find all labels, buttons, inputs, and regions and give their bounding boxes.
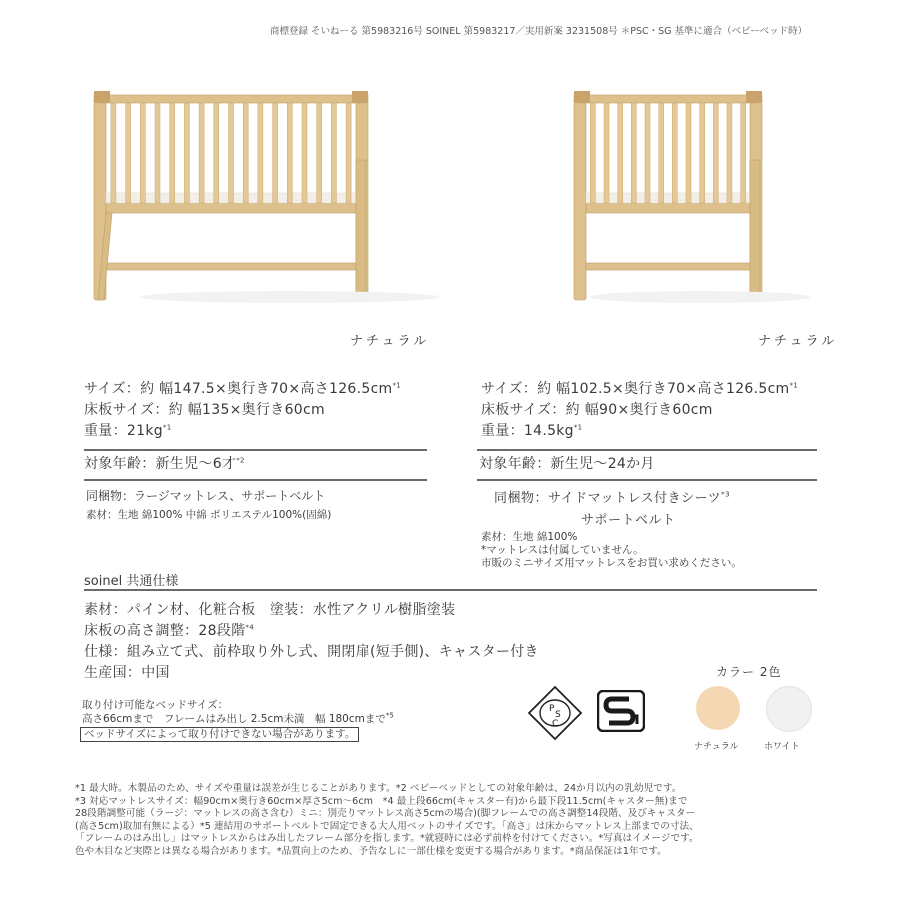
- color-swatch-natural[interactable]: [696, 686, 740, 730]
- sg-mark-icon: [597, 690, 645, 732]
- common-spec-list: [84, 600, 539, 684]
- footnote-line: *1 最大時。木製品のため、サイズや重量は誤差が生じることがあります。*2 ベビーベッドとしての対象年齢は、24か月以内の乳幼児です。: [75, 783, 682, 794]
- right-material: 素材：生地 綿100% *マットレスは付属していません。 市販のミニサイズ用マットレスをお買い求めください。: [481, 531, 742, 569]
- attachable-line: 高さ66cmまで フレームはみ出し 2.5cm未満 幅 180cmまで$^{*5}$: [82, 711, 394, 725]
- spec-line: 床板サイズ：約 幅90×奥行き60cm: [481, 402, 713, 418]
- left-color-label: ナチュラル: [350, 334, 430, 349]
- footnote-line: 「フレームのはみ出し」はマットレスからはみ出したフレーム部分を指します。*就寝時には必ず前枠を付けてください。*写真はイメージです。: [75, 833, 699, 845]
- divider: [84, 449, 427, 451]
- right-color-label: ナチュラル: [758, 334, 838, 349]
- mini-crib-photo: [570, 85, 830, 305]
- divider: [477, 449, 817, 451]
- right-spec-list: [481, 379, 798, 442]
- spec-line: 重量：$14.5kg^{*1}$: [481, 423, 583, 439]
- spec-line: 生産国：中国: [84, 665, 170, 681]
- common-spec-heading: soinel 共通仕様: [84, 574, 179, 589]
- psc-letter: S: [555, 710, 561, 720]
- left-age: 対象年齢：新生児〜6才$^{*2}$: [84, 456, 245, 472]
- psc-letter: P: [549, 704, 555, 714]
- left-spec-list: [84, 379, 401, 442]
- psc-letter: C: [552, 719, 559, 729]
- footnote-line: 色や木目など実際とは異なる場合があります。*品質向上のため、予告なしに一部仕様を変更する場合があります。*商品保証は1年です。: [75, 845, 667, 857]
- trademark-line: 商標登録 そいねーる 第5983216号 SOINEL 第5983217／実用新案 3231508号 ＊PSC・SG 基準に適合（ベビーベッド時）: [270, 26, 808, 37]
- spec-line: 床板の高さ調整：28段階$^{*4}$: [84, 623, 254, 639]
- spec-line: サイズ：約 幅147.5×奥行き70×高さ$126.5cm^{*1}$: [84, 381, 402, 397]
- divider: [477, 479, 817, 481]
- large-crib-photo: [90, 85, 450, 305]
- spec-line: 素材：パイン材、化粧合板 塗装：水性アクリル樹脂塗装: [84, 602, 456, 618]
- footnotes: [75, 783, 699, 859]
- spec-line: 重量：$21kg^{*1}$: [84, 423, 172, 439]
- spec-line: 仕様：組み立て式、前枠取り外し式、開閉扉(短手側)、キャスター付き: [84, 644, 539, 660]
- right-included: 同梱物：サイドマットレス付きシーツ$^{*3}$: [494, 490, 731, 506]
- divider: [84, 589, 817, 591]
- left-material: 素材：生地 綿100% 中綿 ポリエステル100%(固綿): [86, 509, 332, 521]
- footnote-line: 28段階調整可能（ラージ：マットレスの高さ含む）ミニ：別売りマットレス高さ5cmの場合)(脚フレームでの高さ調整14段階、及びキャスター: [75, 808, 696, 820]
- footnote-line: (高さ5cm)取加有無による）*5 連結用のサポートベルトで固定できる大人用ベットのサイズです。「高さ」は床からマットレス上部までの寸法、: [75, 820, 699, 832]
- spec-line: サイズ：約 幅102.5×奥行き70×高さ$126.5cm^{*1}$: [481, 381, 799, 397]
- spec-line: 床板サイズ：約 幅135×奥行き60cm: [84, 402, 325, 418]
- color-swatch-white[interactable]: [766, 686, 812, 732]
- right-age: 対象年齢：新生児〜24か月: [479, 456, 655, 472]
- swatch-label: ナチュラル: [694, 742, 739, 752]
- right-included-line2: サポートベルト: [581, 513, 676, 528]
- footnote-line: *3 対応マットレスサイズ：幅90cm×奥行き60cm×厚さ5cm〜6cm *4 最上段66cm(キャスター有)から最下段11.5cm(キャスター無)まで: [75, 795, 688, 807]
- color-count-title: カラー 2色: [716, 665, 782, 679]
- psc-mark-icon: [527, 685, 583, 741]
- left-included: 同梱物：ラージマットレス、サポートベルト: [86, 489, 326, 503]
- swatch-label: ホワイト: [764, 742, 800, 752]
- attachable-title: 取り付け可能なベッドサイズ：: [82, 699, 229, 711]
- divider: [84, 479, 427, 481]
- attachable-note-box: ベッドサイズによって取り付けできない場合があります。: [80, 727, 359, 742]
